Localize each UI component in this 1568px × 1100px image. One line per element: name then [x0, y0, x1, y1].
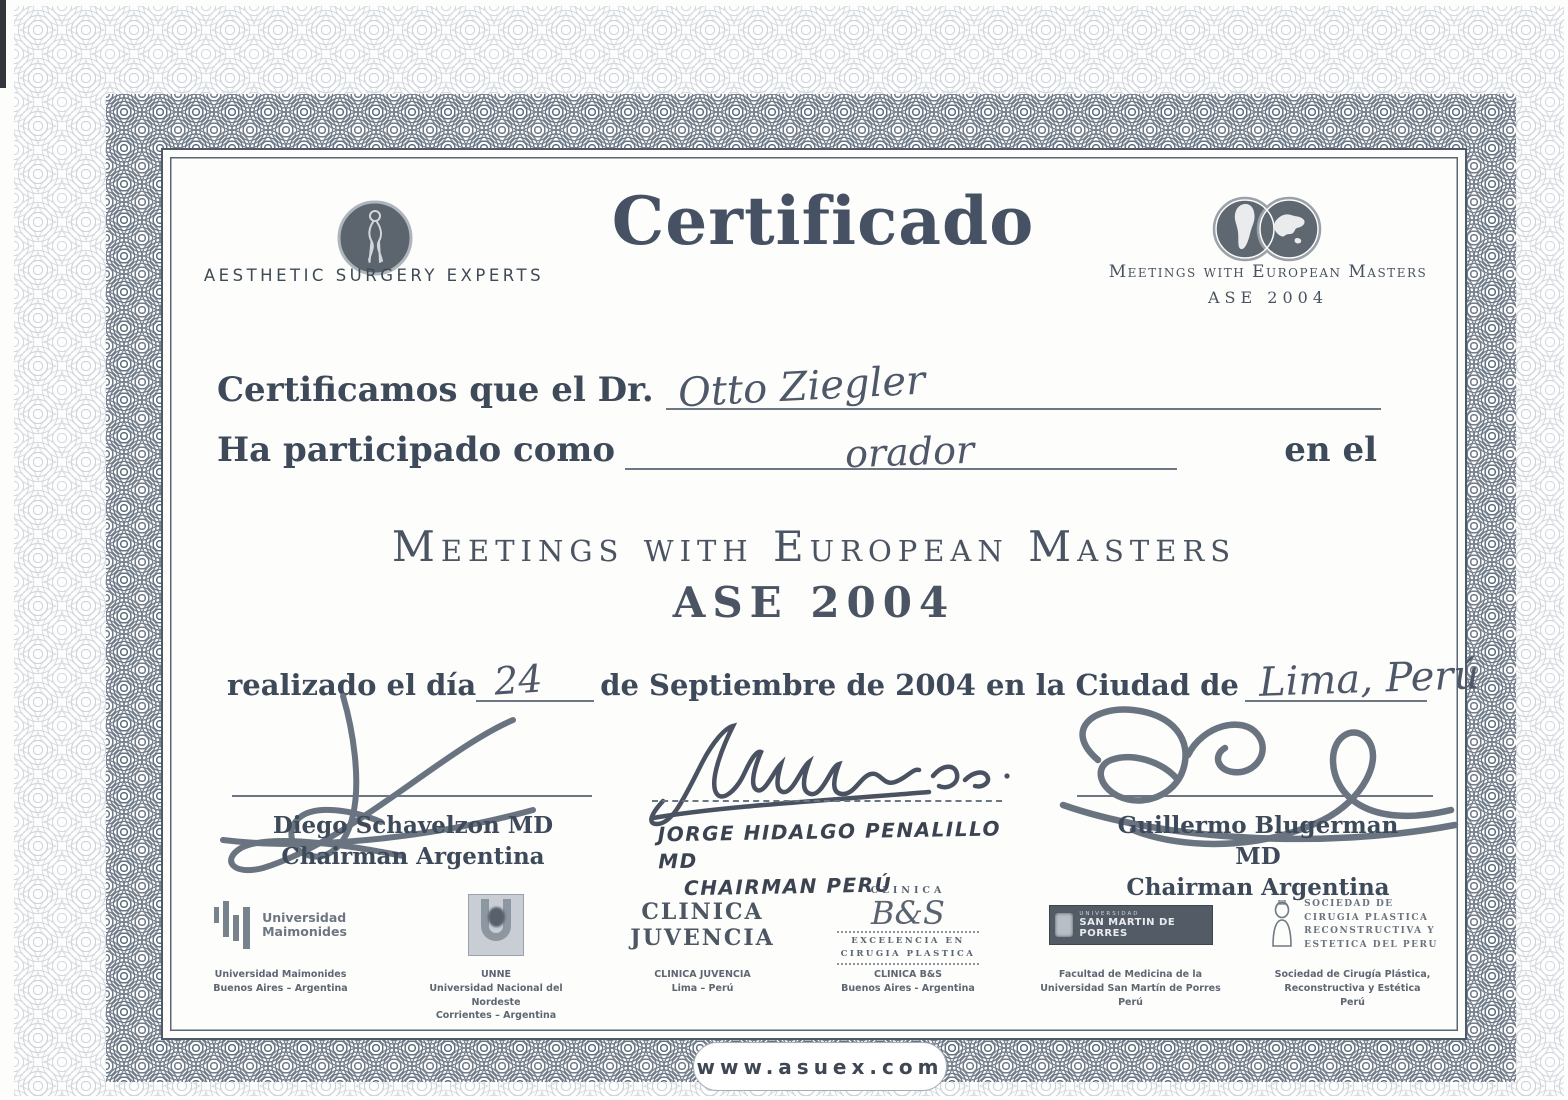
certify-label: Certificamos que el Dr.: [217, 370, 654, 410]
clinica-bs-logo-icon: CLINICA B&S EXCELENCIA EN CIRUGIA PLASTICA: [837, 885, 980, 965]
role-handwritten: orador: [844, 427, 975, 477]
date-place-handwritten: Lima, Perú: [1258, 652, 1480, 706]
scan-edge-artifact: [0, 0, 6, 88]
event-title: Meetings with European Masters: [391, 522, 1237, 571]
signer-left-title: Chairman Argentina: [281, 843, 545, 871]
maimonides-logo-text1: Universidad: [262, 909, 347, 925]
certificate-paper: [161, 148, 1480, 1040]
signer-left: [253, 810, 573, 872]
sociedad-logo-icon: SOCIEDAD DE CIRUGIA PLASTICA RECONSTRUCTIVA Y ESTETICA DEL PERU: [1267, 898, 1438, 952]
signer-right-name: Guillermo Blugerman MD: [1117, 812, 1399, 871]
signer-right-title: Chairman Argentina: [1126, 874, 1390, 902]
san-martin-logo-icon: UNIVERSIDAD SAN MARTIN DE PORRES: [1049, 905, 1213, 945]
certificate-title: Certificado: [611, 182, 1035, 260]
website-text: www.asuex.com: [696, 1054, 944, 1079]
website-pill: [693, 1042, 947, 1091]
date-day-line: [476, 654, 594, 702]
participate-row: [217, 416, 1381, 477]
signer-middle-title: CHAIRMAN PERÚ: [683, 872, 893, 901]
san-martin-crest-icon: [1055, 913, 1074, 937]
mem-edition-caption: ASE 2004: [1208, 288, 1328, 307]
aesthetic-surgery-experts-label: AESTHETIC SURGERY EXPERTS: [203, 266, 545, 285]
meetings-european-masters-logo-icon: [1211, 192, 1323, 270]
date-day-handwritten: 24: [492, 656, 545, 704]
en-el-suffix: en el: [1284, 430, 1377, 470]
event-edition: ASE 2004: [672, 578, 956, 627]
sponsor-caption: Sociedad de Cirugía Plástica, Reconstructiva y Estética Perú: [1274, 969, 1431, 1008]
date-middle: de Septiembre de 2004 en la Ciudad de: [600, 668, 1239, 702]
date-prefix: realizado el día: [227, 668, 477, 702]
juvencia-logo-text: CLINICA JUVENCIA: [630, 898, 775, 951]
sponsor-sociedad-cirugia-plastica: [1245, 892, 1460, 1009]
sponsor-clinica-bs: [813, 885, 1003, 996]
sponsor-caption: CLINICA B&S Buenos Aires - Argentina: [841, 969, 975, 994]
sponsor-san-martin-de-porres: [1018, 892, 1243, 1009]
date-row: [227, 652, 1480, 706]
signature-line-right: [1077, 795, 1433, 797]
signer-right: [1093, 810, 1423, 903]
maimonides-logo-icon: [214, 901, 347, 949]
sponsor-caption: UNNE Universidad Nacional del Nordeste Corrientes – Argentina: [429, 969, 563, 1022]
role-line: [625, 416, 1177, 477]
sponsor-caption: Facultad de Medicina de la Universidad San Martín de Porres Perú: [1040, 969, 1221, 1008]
doctor-name-line: [666, 356, 1381, 417]
date-place-line: [1245, 652, 1480, 706]
signature-line-middle: [652, 800, 1002, 802]
signature-line-left: [232, 795, 592, 797]
signer-middle-name: JORGE HIDALGO PENALILLO MD: [657, 816, 1002, 874]
maimonides-logo-text2: Maimonides: [262, 924, 347, 939]
sponsor-caption: CLINICA JUVENCIA Lima – Perú: [654, 969, 751, 994]
doctor-name-handwritten: Otto Ziegler: [676, 357, 927, 417]
sponsor-clinica-juvencia: [615, 892, 790, 996]
mem-event-caption: Meetings with European Masters: [1108, 262, 1428, 282]
sponsor-caption: Universidad Maimonides Buenos Aires – Argentina: [213, 969, 348, 994]
certify-row: [217, 356, 1381, 417]
sociedad-bust-icon: [1267, 900, 1297, 950]
signer-left-name: Diego Schavelzon MD: [272, 812, 554, 839]
sponsor-universidad-maimonides: [193, 892, 368, 996]
unne-logo-icon: [468, 894, 524, 956]
sponsor-unne: [406, 892, 586, 1023]
participate-label: Ha participado como: [217, 430, 616, 470]
